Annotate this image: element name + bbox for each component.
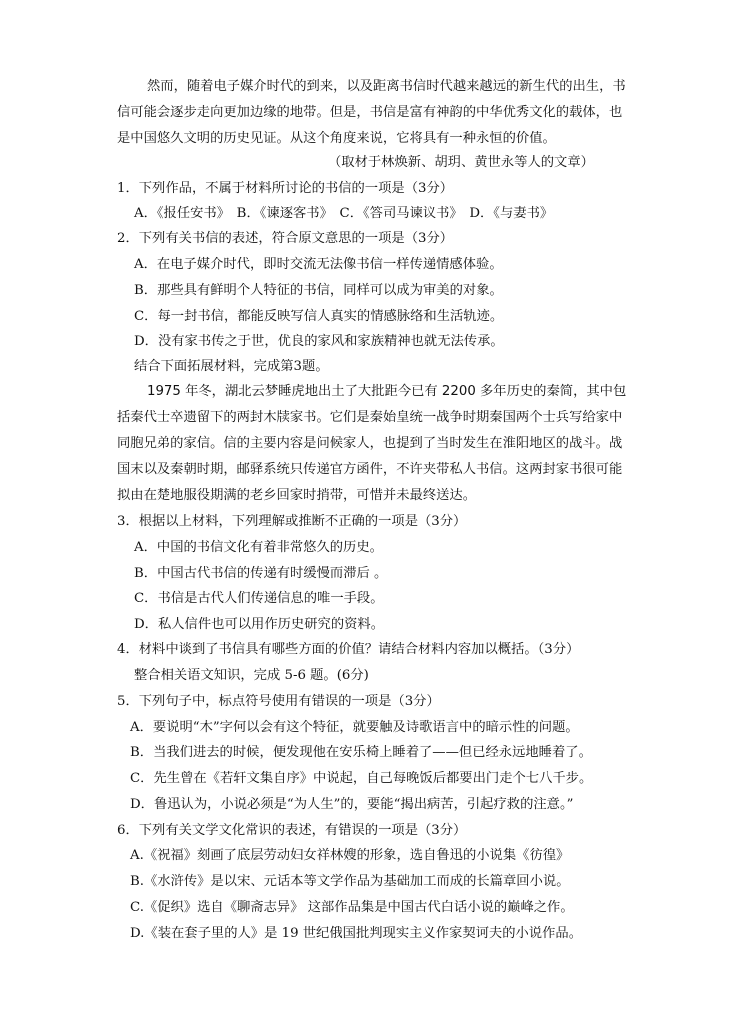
q2-option-a: A．在电子媒介时代，即时交流无法像书信一样传递情感体验。 — [134, 257, 503, 272]
q4-stem: 4．材料中谈到了书信具有哪些方面的价值？请结合材料内容加以概括。（3分） — [117, 642, 580, 657]
material-line-4: 国末以及秦朝时期，邮驿系统只传递官方函件，不许夹带私人书信。这两封家书很可能 — [117, 462, 623, 477]
passage-line-2: 信可能会逐步走向更加边缘的地带。但是，书信是富有神韵的中华优秀文化的载体，也 — [117, 105, 623, 120]
q3-option-c: C．书信是古代人们传递信息的唯一手段。 — [134, 591, 384, 606]
q3-option-d: D．私人信件也可以用作历史研究的资料。 — [134, 617, 385, 632]
source-citation: （取材于林焕新、胡玥、黄世永等人的文章） — [328, 155, 594, 170]
q2-option-b: B．那些具有鲜明个人特征的书信，同样可以成为审美的对象。 — [134, 283, 503, 298]
q6-option-b: B.《水浒传》是以宋、元话本等文学作品为基础加工而成的长篇章回小说。 — [130, 874, 570, 889]
q6-option-d: D.《装在套子里的人》是 19 世纪俄国批判现实主义作家契诃夫的小说作品。 — [130, 926, 582, 941]
q2-option-d: D．没有家书传之于世，优良的家风和家族精神也就无法传承。 — [134, 334, 504, 349]
passage-line-3: 是中国悠久文明的历史见证。从这个角度来说，它将具有一种永恒的价值。 — [117, 131, 556, 146]
material-line-3: 同胞兄弟的家信。信的主要内容是问候家人，也提到了当时发生在淮阳地区的战斗。战 — [117, 436, 623, 451]
q3-option-b: B．中国古代书信的传递有时缓慢而滞后 。 — [134, 566, 388, 581]
q6-option-c: C.《促织》选自《聊斋志异》 这部作品集是中国古代白话小说的巅峰之作。 — [130, 900, 574, 915]
q5-option-d: D．鲁迅认为，小说必须是“为人生”的，要能“揭出病苦，引起疗救的注意。” — [130, 797, 574, 812]
material-line-2: 括秦代士卒遗留下的两封木牍家书。它们是秦始皇统一战争时期秦国两个士兵写给家中 — [117, 410, 623, 425]
q3-option-a: A．中国的书信文化有着非常悠久的历史。 — [134, 540, 383, 555]
extension-intro: 结合下面拓展材料，完成第3题。 — [134, 359, 329, 374]
q1-options: A．《报任安书》 B．《谏逐客书》 C．《答司马谏议书》 D．《与妻书》 — [134, 206, 554, 221]
material-line-1: 1975 年冬，湖北云梦睡虎地出土了大批距今已有 2200 多年历史的秦简，其中包 — [147, 384, 627, 399]
q3-stem: 3．根据以上材料，下列理解或推断不正确的一项是（3分） — [117, 514, 467, 529]
q2-stem: 2．下列有关书信的表述，符合原文意思的一项是（3分） — [117, 231, 454, 246]
material-line-5: 拟由在楚地服役期满的老乡回家时捎带，可惜并未最终送达。 — [117, 488, 477, 503]
q5-option-b: B．当我们进去的时候，便发现他在安乐椅上睡着了——但已经永远地睡着了。 — [130, 745, 592, 760]
q2-option-c: C．每一封书信，都能反映写信人真实的情感脉络和生活轨迹。 — [134, 309, 504, 324]
q5-option-a: A．要说明“木”字何以会有这个特征，就要触及诗歌语言中的暗示性的问题。 — [130, 720, 579, 735]
passage-line-1: 然而，随着电子媒介时代的到来，以及距离书信时代越来越远的新生代的出生，书 — [147, 79, 626, 94]
q5-option-c: C．先生曾在《若轩文集自序》中说起，自己每晚饭后都要出门走个七八千步。 — [130, 771, 593, 786]
q5-stem: 5．下列句子中，标点符号使用有错误的一项是（3分） — [117, 694, 440, 709]
q1-stem: 1．下列作品，不属于材料所讨论的书信的一项是（3分） — [117, 181, 454, 196]
section-intro: 整合相关语文知识，完成 5-6 题。(6分) — [134, 668, 369, 683]
q6-option-a: A.《祝福》刻画了底层劳动妇女祥林嫂的形象，选自鲁迅的小说集《彷徨》 — [130, 848, 570, 863]
q6-stem: 6．下列有关文学文化常识的表述，有错误的一项是（3分） — [117, 823, 467, 838]
